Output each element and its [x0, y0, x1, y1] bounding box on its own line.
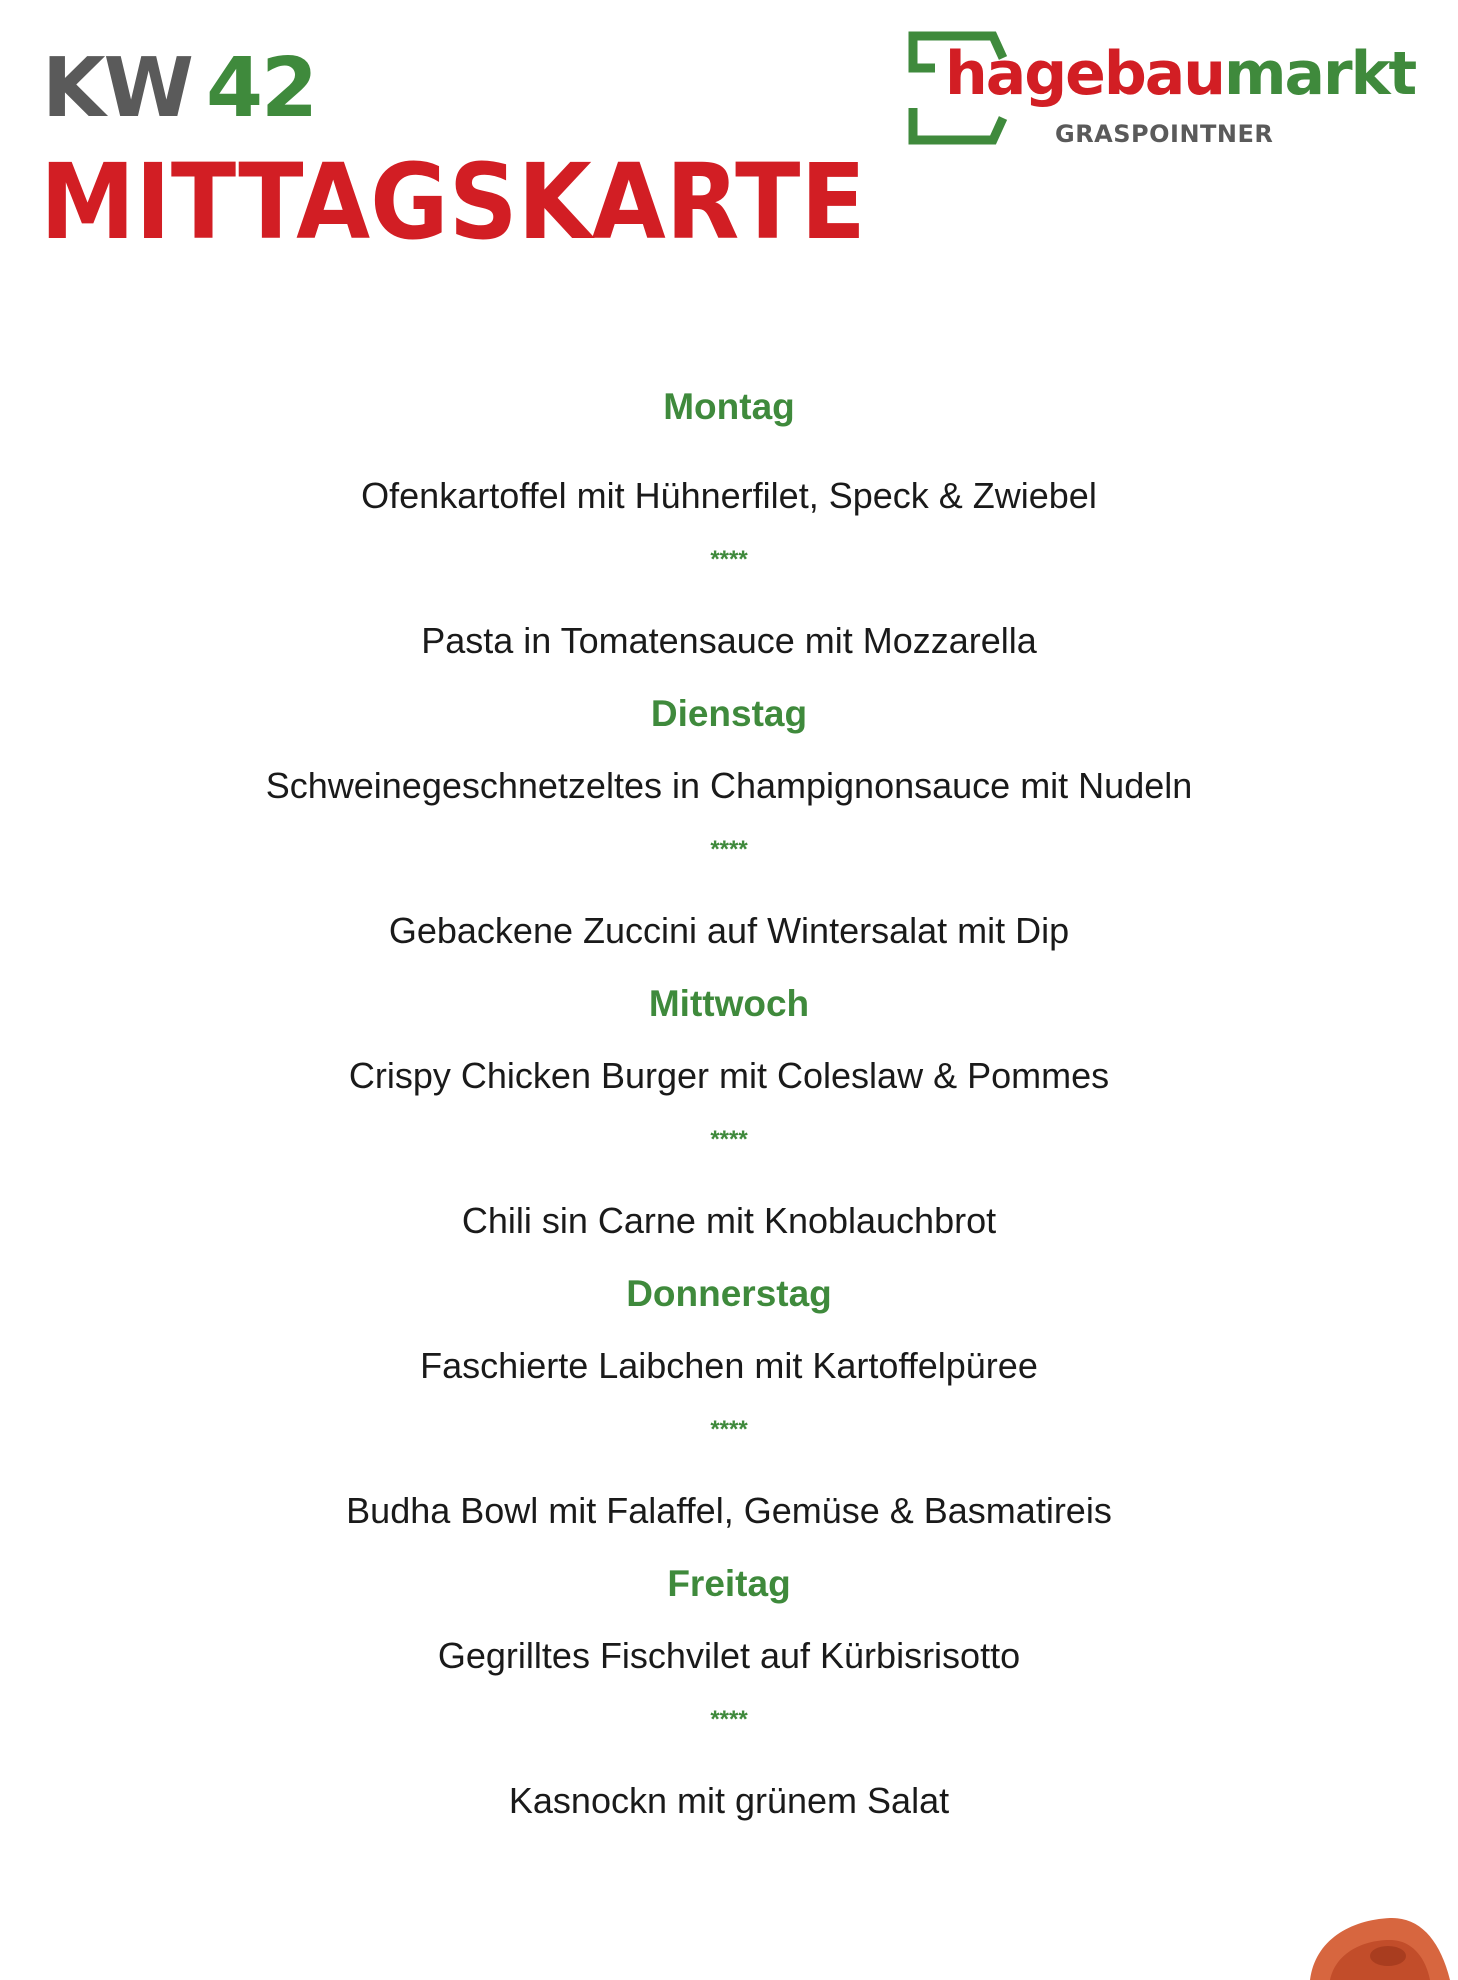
brand-name: [945, 39, 1416, 109]
dish-mittwoch-1: Crispy Chicken Burger mit Coleslaw & Pommes: [348, 1055, 1110, 1096]
dish-dienstag-1: Schweinegeschnetzeltes in Champignonsauce mit Nudeln: [265, 765, 1193, 806]
page-title: MITTAGSKARTE: [40, 141, 866, 263]
brand-name-red: hagebau: [945, 39, 1224, 109]
dish-mittwoch-2: Chili sin Carne mit Knoblauchbrot: [461, 1200, 997, 1241]
dish-separator: ****: [710, 1706, 748, 1733]
brand-logo: [905, 28, 1415, 148]
decorative-graphic-icon: [1290, 1900, 1450, 1980]
week-number: [42, 41, 317, 136]
day-heading-donnerstag: Donnerstag: [626, 1273, 832, 1314]
week-number-value: 42: [206, 41, 317, 136]
dish-montag-2: Pasta in Tomatensauce mit Mozzarella: [421, 620, 1037, 661]
day-heading-freitag: Freitag: [667, 1563, 791, 1604]
day-heading-dienstag: Dienstag: [650, 693, 808, 734]
dish-montag-1: Ofenkartoffel mit Hühnerfilet, Speck & Zwiebel: [361, 475, 1097, 516]
dish-separator: ****: [710, 1126, 748, 1153]
day-heading-mittwoch: Mittwoch: [648, 983, 810, 1024]
dish-separator: ****: [710, 546, 748, 573]
day-heading-montag: Montag: [663, 386, 795, 427]
dish-dienstag-2: Gebackene Zuccini auf Wintersalat mit Dip: [388, 910, 1070, 951]
dish-freitag-2: Kasnockn mit grünem Salat: [508, 1780, 950, 1821]
week-label: KW: [42, 41, 192, 136]
dish-separator: ****: [710, 1416, 748, 1443]
brand-name-green: markt: [1224, 39, 1416, 109]
dish-donnerstag-1: Faschierte Laibchen mit Kartoffelpüree: [420, 1345, 1038, 1386]
dish-freitag-1: Gegrilltes Fischvilet auf Kürbisrisotto: [437, 1635, 1021, 1676]
dish-separator: ****: [710, 836, 748, 863]
dish-donnerstag-2: Budha Bowl mit Falaffel, Gemüse & Basmatireis: [346, 1490, 1112, 1531]
brand-subtitle: GRASPOINTNER: [1055, 120, 1274, 148]
